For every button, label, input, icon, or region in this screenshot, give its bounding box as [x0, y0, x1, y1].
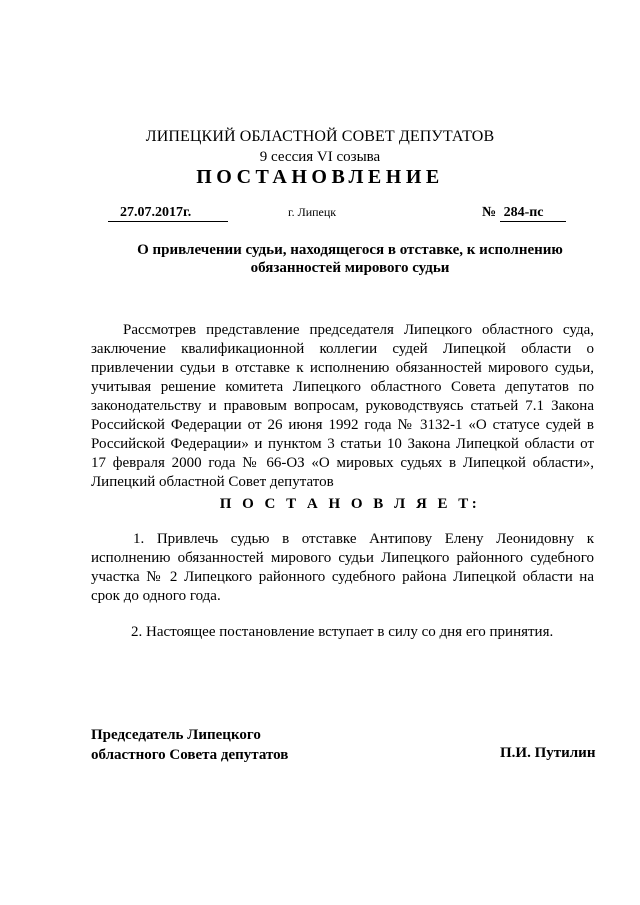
- document-subject: [0, 241, 640, 277]
- resolution-item-1: 1. Привлечь судью в отставке Антипову Елену Леонидовну к исполнению обязанностей мирового судьи Липецкого районного судебного участка № 2 Липецкого районного судебного района Липецкой области на срок до одного года.: [91, 531, 594, 604]
- subject-line-1: О привлечении судьи, находящегося в отставке, к исполнению: [137, 242, 563, 258]
- number-label: №: [482, 205, 497, 220]
- number-value: 284-пс: [500, 204, 566, 222]
- resolution-item-2: 2. Настоящее постановление вступает в силу со дня его принятия.: [131, 624, 554, 640]
- signatory-position: [91, 725, 288, 765]
- document-type-title: ПОСТАНОВЛЕНИЕ: [196, 166, 444, 188]
- resolves-heading: П О С Т А Н О В Л Я Е Т:: [219, 496, 481, 512]
- signatory-name: П.И. Путилин: [500, 745, 596, 761]
- signatory-position-line-1: Председатель Липецкого: [91, 727, 261, 743]
- organization-name: ЛИПЕЦКИЙ ОБЛАСТНОЙ СОВЕТ ДЕПУТАТОВ: [145, 128, 495, 145]
- document-number: [482, 204, 566, 222]
- document-date: 27.07.2017г.: [108, 204, 228, 222]
- session-info: 9 сессия VI созыва: [259, 149, 381, 165]
- document-city: г. Липецк: [288, 205, 337, 219]
- subject-line-2: обязанностей мирового судьи: [250, 260, 450, 276]
- preamble-paragraph: Рассмотрев представление председателя Липецкого областного суда, заключение квалификационной коллегии судей Липецкой области о привлечении судьи в отставке к исполнению обязанностей мирового судьи, учитывая решение комитета Липецкого областного Совета депутатов по законодательству и правовым вопросам, руководствуясь статьей 7.1 Закона Российской Федерации от 26 июня 1992 года № 3132-1 «О статусе судей в Российской Федерации» и пунктом 3 статьи 10 Закона Липецкой области от 17 февраля 2000 года № 66-ОЗ «О мировых судьях в Липецкой области», Липецкий областной Совет депутатов: [91, 322, 594, 490]
- signatory-position-line-2: областного Совета депутатов: [91, 747, 289, 763]
